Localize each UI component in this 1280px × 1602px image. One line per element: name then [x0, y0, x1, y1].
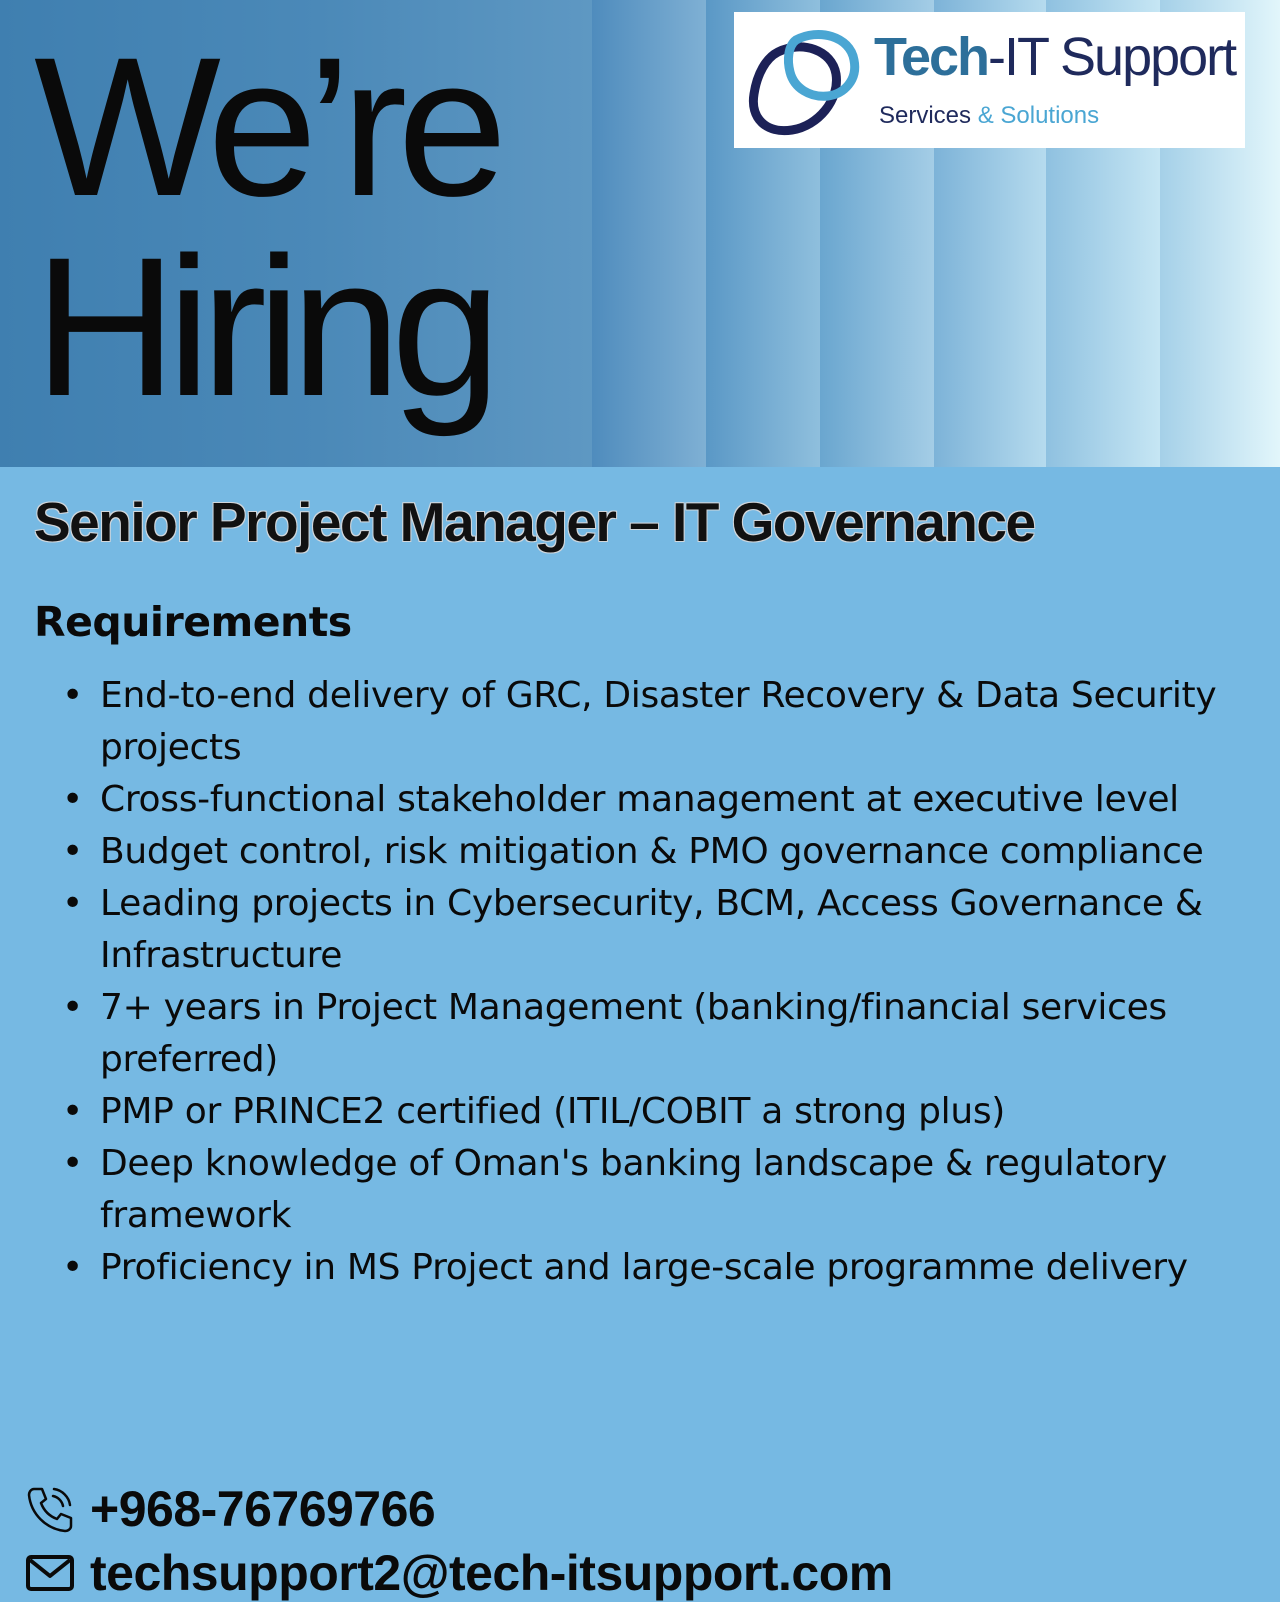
bullet-icon: • [62, 1247, 83, 1288]
bullet-icon: • [62, 779, 83, 820]
requirement-item [62, 826, 1252, 878]
requirement-item [62, 878, 1252, 982]
requirement-item [62, 1242, 1252, 1294]
job-title: Senior Project Manager – IT Governance [34, 491, 1035, 553]
requirement-item [62, 1138, 1252, 1242]
requirement-text: Deep knowledge of Oman's banking landscape & regulatory framework [100, 1143, 1168, 1236]
requirements-list [62, 670, 1252, 1294]
logo-tagline [879, 102, 1099, 130]
requirement-text: Proficiency in MS Project and large-scale programme delivery [100, 1247, 1188, 1288]
bullet-icon: • [62, 1091, 83, 1132]
logo-wordmark [874, 26, 1235, 88]
requirement-text: Leading projects in Cybersecurity, BCM, Access Governance & Infrastructure [100, 883, 1203, 976]
logo-tagline-services: Services [879, 102, 978, 129]
logo-wordmark-rest: -IT Support [988, 27, 1236, 87]
bullet-icon: • [62, 675, 83, 716]
requirement-item [62, 774, 1252, 826]
requirements-heading: Requirements [34, 598, 352, 646]
requirement-text: Cross-functional stakeholder management at executive level [100, 779, 1179, 820]
hero-banner [0, 0, 1280, 467]
requirement-item [62, 670, 1252, 774]
phone-icon [24, 1483, 76, 1535]
headline-hiring: Hiring [34, 216, 492, 437]
bullet-icon: • [62, 883, 83, 924]
logo-rings-icon [740, 22, 862, 142]
company-logo [734, 12, 1245, 148]
phone-number[interactable]: +968-76769766 [90, 1481, 436, 1537]
mail-icon [24, 1547, 76, 1599]
bullet-icon: • [62, 987, 83, 1028]
logo-wordmark-tech: Tech [874, 27, 989, 87]
logo-tagline-solutions: & Solutions [977, 102, 1100, 129]
requirement-text: Budget control, risk mitigation & PMO governance compliance [100, 831, 1204, 872]
headline-were: We’re [34, 16, 498, 237]
bullet-icon: • [62, 831, 83, 872]
requirement-text: End-to-end delivery of GRC, Disaster Recovery & Data Security projects [100, 675, 1217, 768]
requirement-text: PMP or PRINCE2 certified (ITIL/COBIT a strong plus) [100, 1091, 1006, 1132]
email-address[interactable]: techsupport2@tech-itsupport.com [90, 1545, 893, 1601]
hero-stripe [592, 0, 706, 467]
contact-email[interactable] [24, 1544, 893, 1602]
requirement-item [62, 982, 1252, 1086]
requirement-text: 7+ years in Project Management (banking/financial services preferred) [100, 987, 1167, 1080]
requirement-item [62, 1086, 1252, 1138]
contact-phone[interactable] [24, 1480, 435, 1538]
bullet-icon: • [62, 1143, 83, 1184]
